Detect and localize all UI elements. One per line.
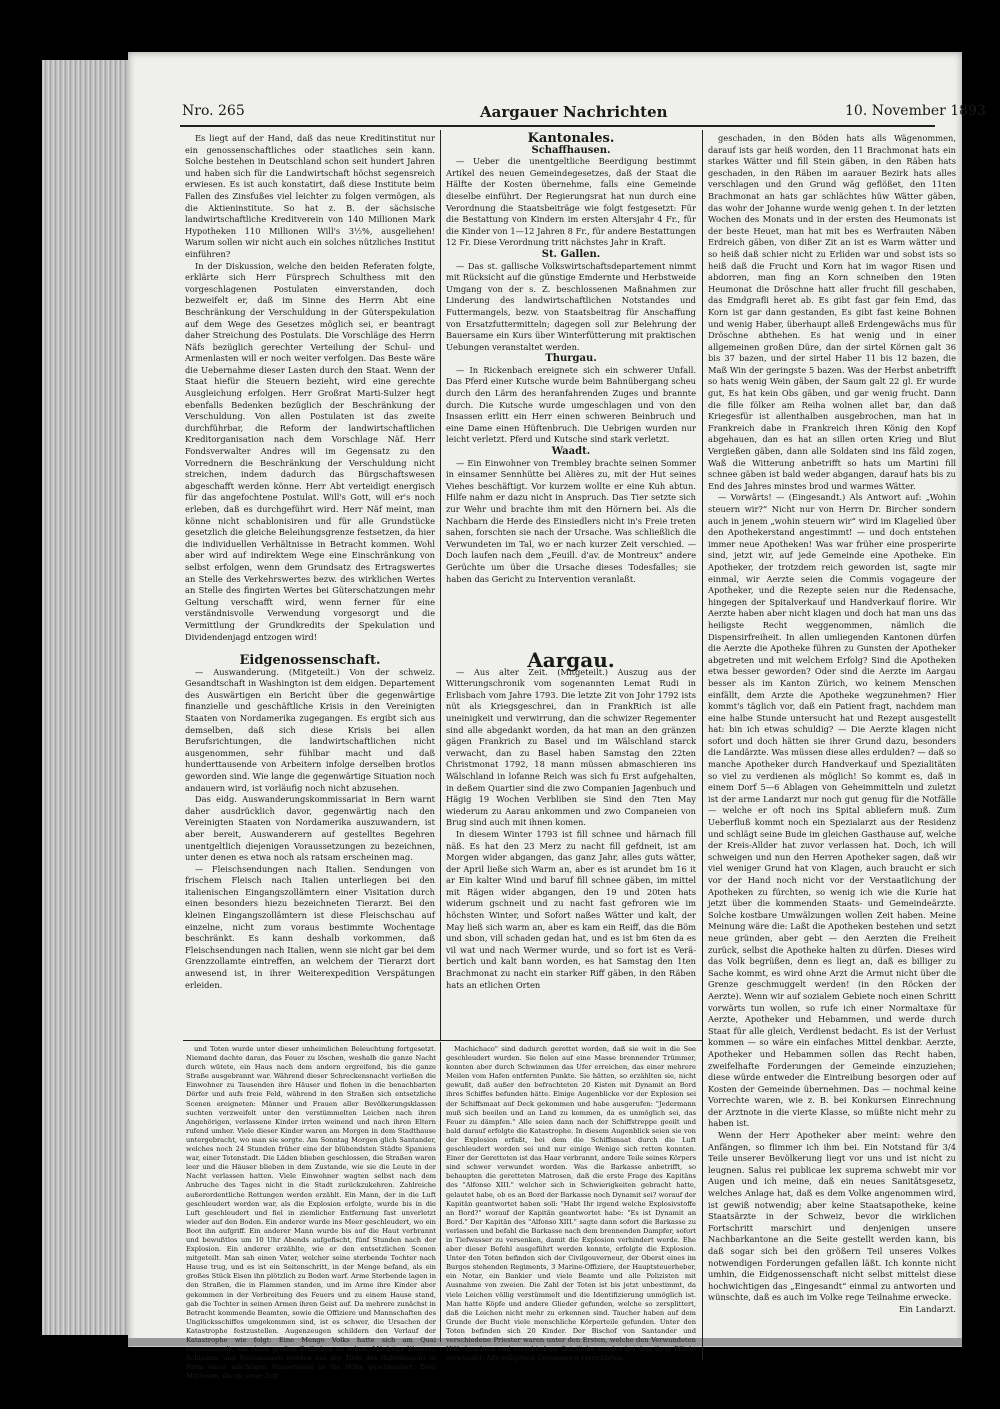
paragraph: In der Diskussion, welche den beiden Referaten folgte, erklärte sich Herr Fürsprech Schulthess mit den vorgeschlagenen Postulaten einverstanden, doch bezweifelt er, daß im Sinne des Herrn Abt eine Beschränkung der Verschuldung in der Güterspekulation auf dem Wege des Gesetzes möglich sei, er beantragt daher Streichung des Postulats. Die Vorschläge des Herrn Näfs bezüglich gerechter Verteilung der Schul- und Armenlasten will er noch weiter verfolgen. Das Beste wäre die Uebernahme dieser Lasten durch den Staat. Wenn der Staat hiefür die Steuern bezieht, wird eine gerechte Ausgleichung erfolgen. Herr Großrat Marti-Sulzer hegt ebenfalls Bedenken bezüglich der Beschränkung der Verschuldung. Von allen Postulaten ist das zweite durchführbar, die Reform der landwirtschaftlichen Kreditorganisation nach dem Vorschlage Näf. Herr Fondsverwalter Andres will im Gegensatz zu den Vorrednern die Beschränkung der Verschuldung nicht streichen, indem dadurch das Bürgschaftswesen abgeschafft werden könne. Herr Abt verteidigt energisch für das angefochtene Postulat. Will's Gott, will er's noch erleben, daß es durchgeführt wird. Herr Näf meint, man könne nicht schablonisiren und für alle Grundstücke gesetzlich die gleiche Beleihungsgrenze festsetzen, da hier die individuellen Verhältnisse in Betracht kommen. Wohl aber wird auf indirektem Wege eine Einschränkung von selbst erfolgen, wenn dem Grundsatz des Ertragswertes an Stelle des Verkehrswertes bezw. des wirklichen Wertes an Stelle des fingirten Wertes bei Güterschatzungen mehr Geltung verschafft wird, wenn ferner für eine verständnisvolle Verwendung vorgesorgt und die Vermittlung der Grundkredits der Spekulation und Dividendenjagd entzogen wird!	[185, 260, 435, 642]
issue-number: Nro. 265	[182, 103, 245, 119]
paragraph: — Ueber die unentgeltliche Beerdigung bestimmt Artikel des neuen Gemeindegesetzes, daß der Staat die Hälfte der Kosten übernehme, falls eine Gemeinde dieselbe einführt. Der Regierungsrat hat nun durch eine Verordnung die Staatsbeiträge wie folgt festgesetzt: Für die Bestattung von Kindern im ersten Altersjahr 4 Fr., für die Kinder von 1—12 Jahren 8 Fr., für andere Bestattungen 12 Fr. Diese Verordnung tritt nächstes Jahr in Kraft.	[446, 156, 696, 248]
column-3	[708, 133, 956, 1358]
masthead-title: Aargauer Nachrichten	[480, 103, 668, 121]
column-1-top	[185, 133, 435, 653]
signature: Ein Landarzt.	[898, 1303, 956, 1314]
column-2-bottom	[446, 648, 696, 1037]
issue-date: 10. November 1893	[845, 103, 986, 119]
column-2-top	[446, 133, 696, 653]
feuilleton-right	[446, 1045, 696, 1363]
column-divider-2	[702, 130, 703, 1360]
paragraph: — Fleischsendungen nach Italien. Sendungen von frischem Fleisch nach Italien unterliegen bei den italienischen Eingangszollämtern einer Visitation durch einen besonders hiezu bezeichneten Tierarzt. Bei den kleinen Eingangszollämtern ist diese Fleischschau auf einzelne, nicht zum voraus bestimmte Wochentage beschränkt. Es kann deshalb vorkommen, daß Fleischsendungen nach Italien, wenn sie nicht gar bei dem Grenzzollamte eintreffen, an welchem der Tierarzt dort anwesend ist, in ihrer Weiterexpedition Verspätungen erleiden.	[185, 863, 435, 990]
paragraph: Machichaco" sind dadurch gerettet worden, daß sie weit in die See geschleudert wurden. Sie fielen auf eine Masse brennender Trümmer, konnten aber durch Schwimmen das Ufer erreichen, das einer mehrere Meilen vom Hafen entfernten Punkte. Sie hätten, so erzählten sie, nicht gewußt, daß außer den befrachteten 20 Kisten mit Dynamit an Bord ihres Schiffes befunden hätte. Einige Augenblicke vor der Explosion sei der Schiffsmaat auf Deck gekommen und habe ausgerufen: "Jedermann muß sich beeilen und an Land zu kommen, da es unmöglich sei, das Feuer zu dämpfen." Alle seien dann nach der Schiffstreppe geeilt und bald darauf erfolgte die Katastrophe. In diesem Augenblick seien sie von der Explosion erfaßt, bei dem die Schiffsmaat durch die Luft geschleudert worden sei und nur einige Wenige sich retten konnten. Einer der Geretteten ist das Haar verbrannt, andere Teile seines Körpers sind schwer verwundet worden. Was die Barkasse anbetrifft, so behaupten die geretteten Matrosen, daß die erste Frage des Kapitäns des "Alfonso XIII." welcher sich in Schwierigkeiten gebracht hatte, gelautet habe, ob es an Bord der Barkasse noch Dynamit sei? worauf der Kapitän geantwortet haben soll: "Habt Ihr irgend welche Explosivstoffe an Bord?" worauf der Kapitän geantwortet habe: "Es ist Dynamit an Bord." Der Kapitän des "Alfonso XIII." sagte dann sofort die Barkasse zu verlassen und befahl die Barkasse nach dem brennenden Dampfer, sofort in Tiefwasser zu versenken, damit die Explosion verhindert werde. Ehe aber dieser Befehl ausgeführt werden konnte, erfolgte die Explosion. Unter den Toten befinden sich der Civilgouverneur, der Oberst eines im Burgos stehenden Regiments, 3 Marine-Offiziere, der Hauptsteuerheber, ein Notar, ein Bankier und viele Beamte und alle Polizisten mit Ausnahme von zweien. Die Zahl der Toten ist bis jetzt unbestimmt, da viele Leichen völlig verstümmelt und die Identifizierung unmöglich ist. Man hatte Köpfe und andere Glieder gefunden, welche so zersplittert, daß die Leichen nicht mehr zu erkennen sind. Taucher haben auf dem Grunde der Bucht viele menschliche Körperteile gefunden. Unter den Toten befinden sich 20 Kinder. Der Bischof von Santander und verschiedene Priester waren unter den Ersten, welche den Verwundeten Hilfe brachten und verschiedene Geistliche wurden bei dem ihrer Pflicht verwundet. Alle religiösen Ceremonien verrichteten.	[446, 1045, 696, 1363]
subheading-schaffhausen: Schaffhausen.	[531, 144, 611, 156]
paragraph: geschaden, in den Böden hats alls Wägenommen, darauf ists gar heiß worden, den 11 Brachmonat hats ein starkes Wätter und fill Stein gäben, in den Räben hats geschaden, in den Räben im aarauer Bezirk hats alles verschlagen und den Grund wäg geflößet, den 11ten Brachmonat an hats gar schlächtes hüw Wätter gäben, das wohr der Johanne wurde wenig gehen t. In der letzten Wochen des Monats und in der ersten des Heumonats ist der beste Heuet, man hat mit bes es Werfrauten Näben Erdreich gäben, von dißer Zit an ist es Warm wätter und so heiß daß schier nicht zu Erliden war und sobst ists so heiß daß die Frucht und Korn hat im wagor Risen und abdorren, man fing an Korn schneiben den 19ten Heumonat die Dröschne hatt aller frucht fill geschaben, das Emdgrafli heret ab. Es gibt fast gar fein Emd, das Korn ist gar dann gestanden, Es gibt fast keine Bohnen und wenig Haber, überhaupt alleß Erdengewächs mus für Dröschne abthehen. Es hat wenig und in einer allgemeinen großen Düre, dan der sirtel Körnen galt 36 bis 37 bazen, und der sirtel Haber 11 bis 12 bazen, die Maß Win der geringste 5 bazen. Was der Herbst anbetrifft so hats wenig Wein gäben, der Saum galt 22 gl. Er wurde gut, Es hat kein Obs gäben, und gar wenig frucht. Dann die fille fölker am Reiha wolnen allet bar, dan daß Kriegesfür ist allenthalben ausgebrochen, man hat in Frankreich dabe in Frankreich ihren König den Kopf abgehauen, dan es hat an sillen orten Krieg und Blut Vergießen gäben, dann alle Soldaten sind ins fäld zogen, Waß die Witterung anbetrifft so hats um Martini fill schnee gäben ist bald weder abgangen, darauf hats bis zu End des Jahres minstes brod und warmes Wätter.	[708, 133, 956, 491]
section-title-eidgenossenschaft: Eidgenossenschaft.	[239, 653, 381, 668]
page-stack-edge	[42, 60, 130, 1335]
feuilleton-divider	[440, 1042, 441, 1342]
column-1-bottom	[185, 655, 435, 1035]
subheading-thurgau: Thurgau.	[545, 353, 597, 365]
paragraph: Wenn der Herr Apotheker aber meint: wehre den Anfängen, so flimmer ich ihm bei. Ein Notstand für 3/4 Teile unserer Bevölkerung liegt vor uns und ist nicht zu leugnen. Salus rei publicae lex suprema schwebt mir vor Augen und ich meine, daß ein neues Sanitätsgesetz, welches Anlage hat, daß es dem Volke angenommen wird, ist gewiß notwendig; aber keine Staatsapotheke, keine Staatsärzte in der Schweiz, bevor die wirklichen Fortschritt marschirt und denjenigen unsere Nachbarkantone an die Seite gestellt werden kann, bis daß sogar sich bei den größern Teil unseres Volkes notwendigen Forderungen gefallen läßt. Ich konnte nicht umhin, die Eidgenossenschaft nicht selbst mittelst diese hochwichtigen das „Eingesandt“ einmal zu antworten und wünschte, daß es auch im Volke rege Teilnahme erwecke.	[708, 1130, 956, 1303]
subheading-st-gallen: St. Gallen.	[541, 248, 601, 260]
paragraph: Es liegt auf der Hand, daß das neue Kreditinstitut nur ein genossenschaftliches oder staatliches sein kann. Solche bestehen in Deutschland schon seit hundert Jahren und haben sich für die Landwirtschaft höchst segensreich erwiesen. Es ist auch konstatirt, daß diese Institute beim Fallen des Zinsfußes viel leichter zu folgen vermögen, als die Aktieninstitute. So hat z. B. der sächsische landwirtschaftliche Kreditverein von 140 Millionen Mark Hypotheken 110 Millionen Will's 3½%, ausgeliehen! Warum sollen wir nicht auch ein solches nützliches Institut einführen?	[185, 133, 435, 259]
paragraph: — In Rickenbach ereignete sich ein schwerer Unfall. Das Pferd einer Kutsche wurde beim Bahnübergang scheu durch den Lärm des heranfahrenden Zuges und brannte durch. Die Kutsche wurde umgeschlagen und von den Insassen erlitt ein Herr einen schweren Beinbruch und eine Dame einen Hüftenbruch. Die Uebrigen wurden nur leicht verletzt. Pferd und Kutsche sind stark verletzt.	[446, 364, 696, 445]
feuilleton-left	[186, 1045, 436, 1381]
paragraph: In diesem Winter 1793 ist fill schnee und härnach fill näß. Es hat den 23 Merz zu nacht fill gefdneit, ist am Morgen wider abgangen, das ganz Jahr, alles guts wätter, der April ließe sich Warm an, aber es ist arundet bm 16 it ar Ein kalter Wind und baruf fill schnee gäben, im mittel mit Rägen wider abgangen, den 19 und 20ten hats widerum gschneit und zu nacht fast gefroren wie im höchsten Winter, und Sofort naßes Wätter und kalt, der May ließ sich warm an, aber es kam ein Reiff, das die Böm und sbon, vill schaden gedan hat, und es ist bm 6ten da es vil wat und nach Wermer wurde, und so fort ist es Verä-bertich und kalt bann worden, es hat Samstag den 1ten Brachmonat zu nacht ein starker Riff gäben, in den Räben hats an etlichen Orten	[446, 828, 696, 990]
subheading-waadt: Waadt.	[551, 446, 591, 458]
paragraph: — Vorwärts! — (Eingesandt.) Als Antwort auf: „Wohin steuern wir?“ Nicht nur von Herrn Dr. Bircher sondern auch in jenem „wohin steuern wir“ wird im Klagelied über den Apothekerstand angestimmt! — und doch entstehen immer neue Apotheken! Was war früher eine prosperirte sind, jetzt wir, auf jede Gemeinde eine Apotheke. Ein Apotheker, der trotzdem reich geworden ist, sagte mir einmal, wir Aerzte seien die Commis vogageure der Apotheker, und die Rezepte seien nur die Redensache, hingegen der Spitalverkauf und Handverkauf florire. Wir Aerzte haben aber nicht klagen und doch hat man uns das heiligste Recht weggenommen, nämlich die Dispensirfreiheit. In allen umliegenden Kantonen dürfen die Aerzte die Apotheke führen zu Gunsten der Apotheker abgetreten und mit welchem Erfolg? Sind die Apotheken etwa besser geworden? Oder sind die Aerzte im Aargau besser als im Kanton Zürich, wo keinem Menschen einfällt, dem Arzte die Apotheke wegzunehmen? Hier kommt's täglich vor, daß ein Patient fragt, nachdem man eine halbe Stunde untersucht hat und Rezept ausgestellt hat: bin ich etwas schuldig? — Die Aerzte klagen nicht sofort und doch hätten sie ihrer Grund dazu, besonders die Landärzte. Was müssen diese alles erdulden? — daß so manche Apotheker durch Handverkauf und Spezialitäten so viel zu verdienen als möglich! So kommt es, daß in einem Dorf 5—6 Ablagen von Geheimmitteln und zuletzt ist der arme Landarzt nur noch gut genug für die Notfälle — welche er oft noch ins Spital abliefern muß. Zum Ueberfluß kommt noch ein Spezialarzt aus der Residenz und schlägt seine Bude im gleichen Gasthause auf, welche der Kreis-Allder hat zuvor verlassen hat. Doch, ich will schweigen und nun den Herren Apotheker sagen, daß wir viel weniger Grund hat von Klagen, auch braucht er sich vor der Hand noch nicht vor der Verstaatlichung der Apotheken zu fürchten, so wenig ich wie die Kurie hat jetzt über die kommenden Staats- und Gemeindeärzte. Solche kostbare Umwälzungen wollen Zeit haben. Meine Meinung wäre die: Laßt die Apotheken bestehen und setzt neue gründen, aber gebt — den Aerzten die Freiheit zurück, selbst die Apotheke halten zu dürfen. Dieses wird das Volk begrüßen, denn es liegt an, daß es billiger zu Sache kommt, es wird ohne Arzt die Armut nicht über die Grenze geschmuggelt werden! (in den Röcken der Aerzte). Wenn wir auf sozialem Gebiete noch einen Schritt vorwärts tun wollen, so rufe ich einer Normaltaxe für Aerzte, Apotheker und Hebammen, und werde durch Staat für alle gleich, Verdienst bedacht. Es ist der Verlust kommen — so wäre ein einfaches Mittel denkbar. Aerzte, Apotheker und Hebammen sollen das Recht haben, zweifelhafte Forderungen der Gemeinde einzuziehen; diese würde entweder die Eintreibung besorgen oder auf Kosten der Gemeinde übernehmen. Das — nochmal keine Vorrechte waren, wie z. B. bei Konkursen Einrechnung der Arztnote in die vierte Klasse, so müßte nicht mehr zu haben ist.	[708, 492, 956, 1129]
section-title-aargau: Aargau.	[527, 648, 615, 672]
paragraph: — Ein Einwohner von Trembley brachte seinen Sommer in einsamer Sennhütte bei Alières zu, mit der Hut seines Viehes beschäftigt. Vor kurzem wollte er eine Kuh abtun. Hilfe nahm er dazu nicht in Anspruch. Das Tier setzte sich zur Wehr und brachte ihm mit den Hörnern bei. Als die Nachbarn die Herde des Einsiedlers nicht in's Freie treten sahen, forschten sie nach der Ursache. Was schließlich die Verwundeten im Tal, wo er nach kurzer Zeit verschied. — Doch laufen nach dem „Feuill. d'av. de Montreux“ andere Gerüchte um über die Ursache dieses Todesfalles; sie haben das Gericht zu Intervention veranlaßt.	[446, 457, 696, 584]
paragraph: — Aus alter Zeit. (Mitgeteilt.) Auszug aus der Witterungschronik vom sogenannten Lemat Rudi in Erlisbach vom Jahre 1793. Die letzte Zit von Johr 1792 ists nüt als Kriegsgeschrei, dan in FrankRich ist alle uneinigkeit und verwirrung, dan die schwizer Regementer sind alle abgedankt worden, da hat man an den gränzen gägen Frankrich zu Basel und im Wälschland starck verwacht, dan zu Basel haben Samstag den 22ten Christmonat 1792, 18 mann müssen abmaschieren ins Wälschland in lofanne Reich was sich fu Erst aufgehalten, in deßem Quartier sind die zwo Companien Jagenbuch und Hägig 19 Wochen Verbliben sie Sind den 7ten May wiederum zu Aarau ankommen und zwo Companeien von Brug sind auch mit ihnen komen.	[446, 666, 696, 828]
paragraph: — Das st. gallische Volkswirtschaftsdepartement nimmt mit Rücksicht auf die günstige Emdernte und Herbstweide Umgang von der s. Z. beschlossenen Maßnahmen zur Linderung des landwirtschaftlichen Notstandes und Futtermangels, bezw. von Staatsbeitrag für Anschaffung von Ersatzfuttermitteln; dagegen soll zur Belehrung der Bauersame ein Kurs über Winterfütterung mit praktischen Uebungen veranstaltet werden.	[446, 260, 696, 352]
paragraph: — Auswanderung. (Mitgeteilt.) Von der schweiz. Gesandtschaft in Washington ist dem eidgen. Departement des Auswärtigen ein Bericht über die gegenwärtige finanzielle und geschäftliche Krisis in den Vereinigten Staaten von Nordamerika zugegangen. Es ergibt sich aus demselben, daß sich diese Krisis bei allen Berufsrichtungen, die landwirtschaftlichen nicht ausgenommen, sehr fühlbar macht und daß hunderttausende von Arbeitern infolge derselben brotlos geworden sind. Wie lange die gegenwärtige Situation noch andauern wird, ist vorläufig noch nicht abzusehen.	[185, 666, 435, 793]
feuilleton-rule	[183, 1040, 702, 1041]
paragraph: und Toten wurde unter dieser unheimlichen Beleuchtung fortgesetzt. Niemand dachte daran, das Feuer zu löschen, weshalb die ganze Nacht durch wütete, ein Haus nach dem andern ergreifend, bis die ganze Straße ausgebrannt war. Während dieser Schreckensnacht verließen die Einwohner zu Tausenden ihre Häuser und flohen in die benachbarten Dörfer und aufs freie Feld, während in den Straßen sich entsetzliche Scenen ereigneten: Männer und Frauen aller Bevölkerungsklassen suchten verzweifelt unter den verstümmelten Leichen nach ihren Angehörigen, verlassene Kinder irrten weinend und nach ihren Eltern rufend umher. Viele dieser Kinder waren am Morgen in dem Stadthause untergebracht, wo man sie sorgte. Am Sonntag Morgen glich Santander, welches noch 24 Stunden früher eine der blühendsten Städte Spaniens war, einer Totenstadt. Die Läden blieben geschlossen, die Straßen waren leer und die Häuser blieben in dem Zustande, wie sie die Leute in der Nacht verlassen hatten. Viele Einwohner wagten selbst nach dem Anbruche des Tages nicht in die Stadt zurückzukehren. Zahlreiche außerordentliche Rettungen werden erzählt. Ein Mann, der in die Luft geschleudert worden war, als die Explosion erfolgte, wurde bis in die Luft geschleudert und fiel in ziemlicher Entfernung fast unverletzt wieder auf den Boden. Ein anderer wurde ins Meer geschleudert, wo ein Boot ihn aufgriff. Ein anderer Mann wurde bis auf die Haut verbrannt und bewußtlos um 10 Uhr Abends aufgefischt, fünf Stunden nach der Explosion. Ein anderer erzählte, wie er den entsetzlichen Scenen mitgeteilt. Man sah einen Vater, welcher seine sterbende Tochter nach Hause trug, und es ist ein Seitenschritt, in der Menge befand, als ein großes Stück Eisen ihn plötzlich zu Boden warf. Arme Sterbende lagen in den Straßen, die in Flammen standen, und im Arme ihre Kinder aber gekommen in der Verbreitung des Feuers und zu einem Hause stand, gab die Tochter in seinen Armen ihren Geist auf. Da mehrere zunächst in Betracht kommende Beamten, sowie die Offiziere und Mannschaften des Unglücksschiffes umgekommen sind, ist es schwer, die Ursachen der Katastrophe festzustellen. Augenzeugen schildern den Verlauf der Katastrophe wie folgt: Eine Menge Volks hatte sich am Quai angesammelt, um einen großen Erdbeben zu sehen. Mächtige Wasser-, Schlamm- und Steinmassen wurden aus der Tiefe des Hafenbassins in Form einer mächtigen Wassersäule in die Höhe geschleudert. Zwei Matrosen, die zu jener Zeit	[186, 1045, 436, 1381]
section-title-kantonales: Kantonales.	[527, 131, 615, 146]
header-rule	[180, 125, 935, 127]
paragraph: Das eidg. Auswanderungskommissariat in Bern warnt daher ausdrücklich davor, gegenwärtig nach den Vereinigten Staaten von Nordamerika auszuwandern, ist aber bereit, Auswanderern auf gestelltes Begehren unentgeltlich diejenigen Voraussetzungen zu bezeichnen, unter denen es etwa noch als ratsam erscheinen mag.	[185, 794, 435, 863]
column-divider-1	[440, 130, 441, 1040]
